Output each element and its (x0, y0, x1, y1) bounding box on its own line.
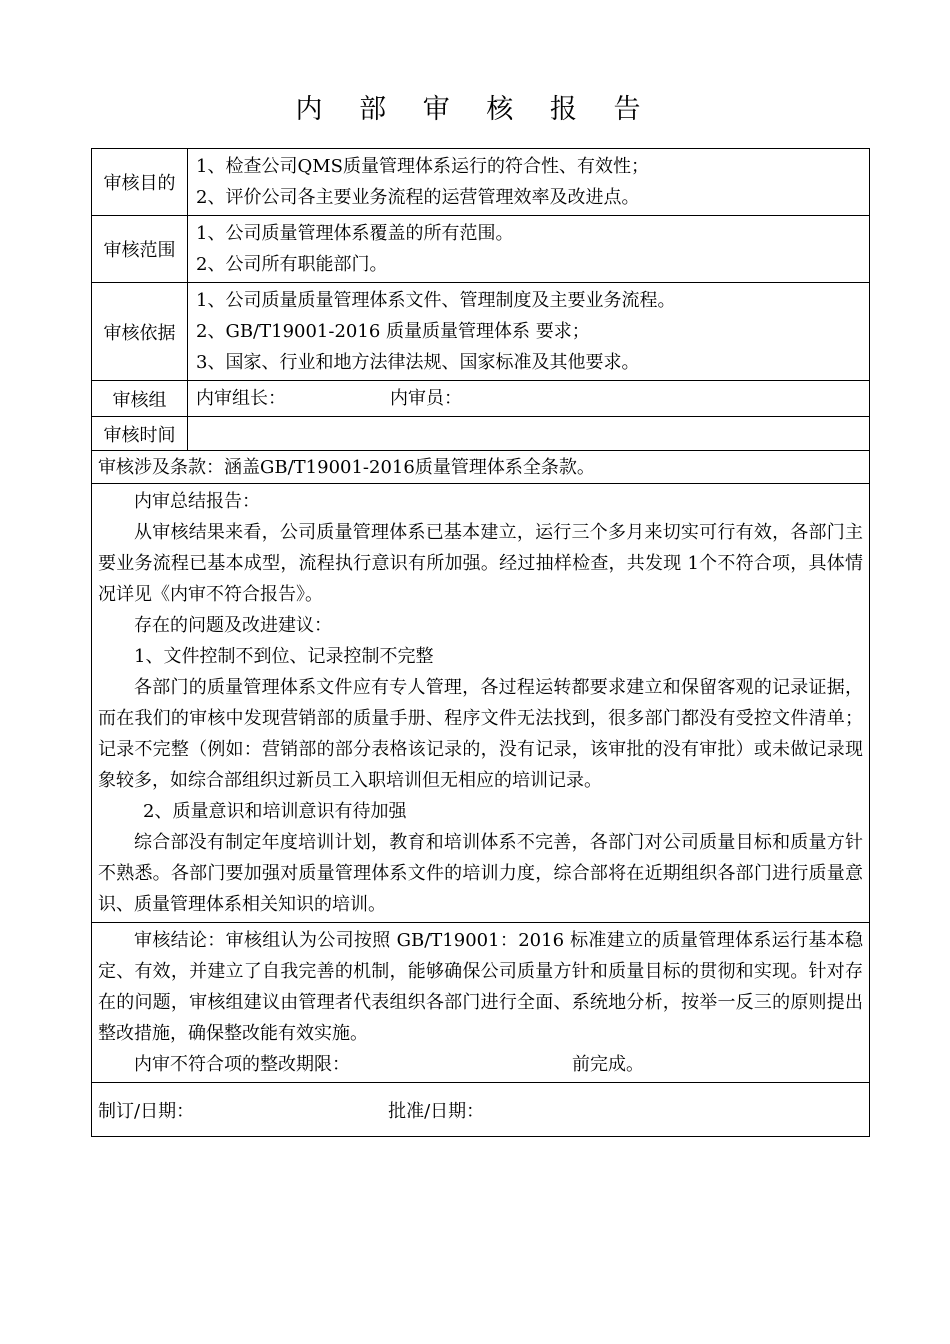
issue-1-title: 1、文件控制不到位、记录控制不完整 (134, 646, 434, 667)
row-scope (92, 216, 870, 283)
signatures-content (92, 1083, 870, 1137)
row-time (92, 417, 870, 451)
row-purpose (92, 149, 870, 216)
approved-date-label: 批准/日期： (388, 1100, 485, 1122)
team-member-label: 内审员： (390, 388, 462, 409)
deadline-line (98, 1049, 863, 1080)
basis-line-1: 1、公司质量质量管理体系文件、管理制度及主要业务流程。 (196, 290, 676, 311)
row-basis (92, 283, 870, 381)
summary-content (92, 484, 870, 923)
issue-2-body: 综合部没有制定年度培训计划，教育和培训体系不完善，各部门对公司质量目标和质量方针不熟悉。各部门要加强对质量管理体系文件的培训力度，综合部将在近期组织各部门进行质量意识、质量管理体系相关知识的培训。 (98, 832, 863, 915)
purpose-line-2: 2、评价公司各主要业务流程的运营管理效率及改进点。 (196, 187, 640, 208)
summary-heading: 内审总结报告： (134, 491, 260, 512)
issues-heading: 存在的问题及改进建议： (134, 615, 332, 636)
scope-line-2: 2、公司所有职能部门。 (196, 254, 388, 275)
summary-intro: 从审核结果来看，公司质量管理体系已基本建立，运行三个多月来切实可行有效，各部门主要业务流程已基本成型，流程执行意识有所加强。经过抽样检查，共发现 1个不符合项，具体情况详见《内审不符合报告》。 (98, 522, 863, 605)
conclusion-content (92, 923, 870, 1083)
issue-1-body: 各部门的质量管理体系文件应有专人管理，各过程运转都要求建立和保留客观的记录证据，而在我们的审核中发现营销部的质量手册、程序文件无法找到，很多部门都没有受控文件清单；记录不完整（例如：营销部的部分表格该记录的，没有记录，该审批的没有审批）或未做记录现象较多，如综合部组织过新员工入职培训但无相应的培训记录。 (98, 677, 863, 791)
conclusion-text: 审核结论：审核组认为公司按照 GB/T19001：2016 标准建立的质量管理体系运行基本稳定、有效，并建立了自我完善的机制，能够确保公司质量方针和质量目标的贯彻和实现。针对存在的问题，审核组建议由管理者代表组织各部门进行全面、系统地分析，按举一反三的原则提出整改措施，确保整改能有效实施。 (98, 930, 863, 1044)
basis-line-3: 3、国家、行业和地方法律法规、国家标准及其他要求。 (196, 352, 640, 373)
scope-label: 审核范围 (92, 216, 188, 283)
time-label: 审核时间 (92, 417, 188, 451)
basis-content (188, 283, 870, 381)
row-clauses (92, 451, 870, 484)
prepared-date-label: 制订/日期： (98, 1100, 195, 1122)
basis-label: 审核依据 (92, 283, 188, 381)
clauses-text: 审核涉及条款：涵盖GB/T19001-2016质量管理体系全条款。 (92, 451, 870, 484)
basis-line-2: 2、GB/T19001-2016 质量质量管理体系 要求； (196, 321, 590, 342)
row-summary (92, 484, 870, 923)
row-conclusion (92, 923, 870, 1083)
deadline-label: 内审不符合项的整改期限： (134, 1054, 350, 1075)
issue-2-title: 2、质量意识和培训意识有待加强 (143, 801, 407, 822)
time-value (188, 417, 870, 451)
deadline-suffix: 前完成。 (572, 1054, 644, 1075)
scope-line-1: 1、公司质量管理体系覆盖的所有范围。 (196, 223, 514, 244)
purpose-label: 审核目的 (92, 149, 188, 216)
team-content (188, 381, 870, 417)
page-title: 内 部 审 核 报 告 (295, 94, 655, 125)
scope-content (188, 216, 870, 283)
purpose-line-1: 1、检查公司QMS质量管理体系运行的符合性、有效性； (196, 156, 649, 177)
team-leader-label: 内审组长： (196, 388, 286, 409)
purpose-content (188, 149, 870, 216)
row-team (92, 381, 870, 417)
row-signatures (92, 1083, 870, 1137)
audit-report-table (91, 148, 870, 1137)
team-label: 审核组 (92, 381, 188, 417)
